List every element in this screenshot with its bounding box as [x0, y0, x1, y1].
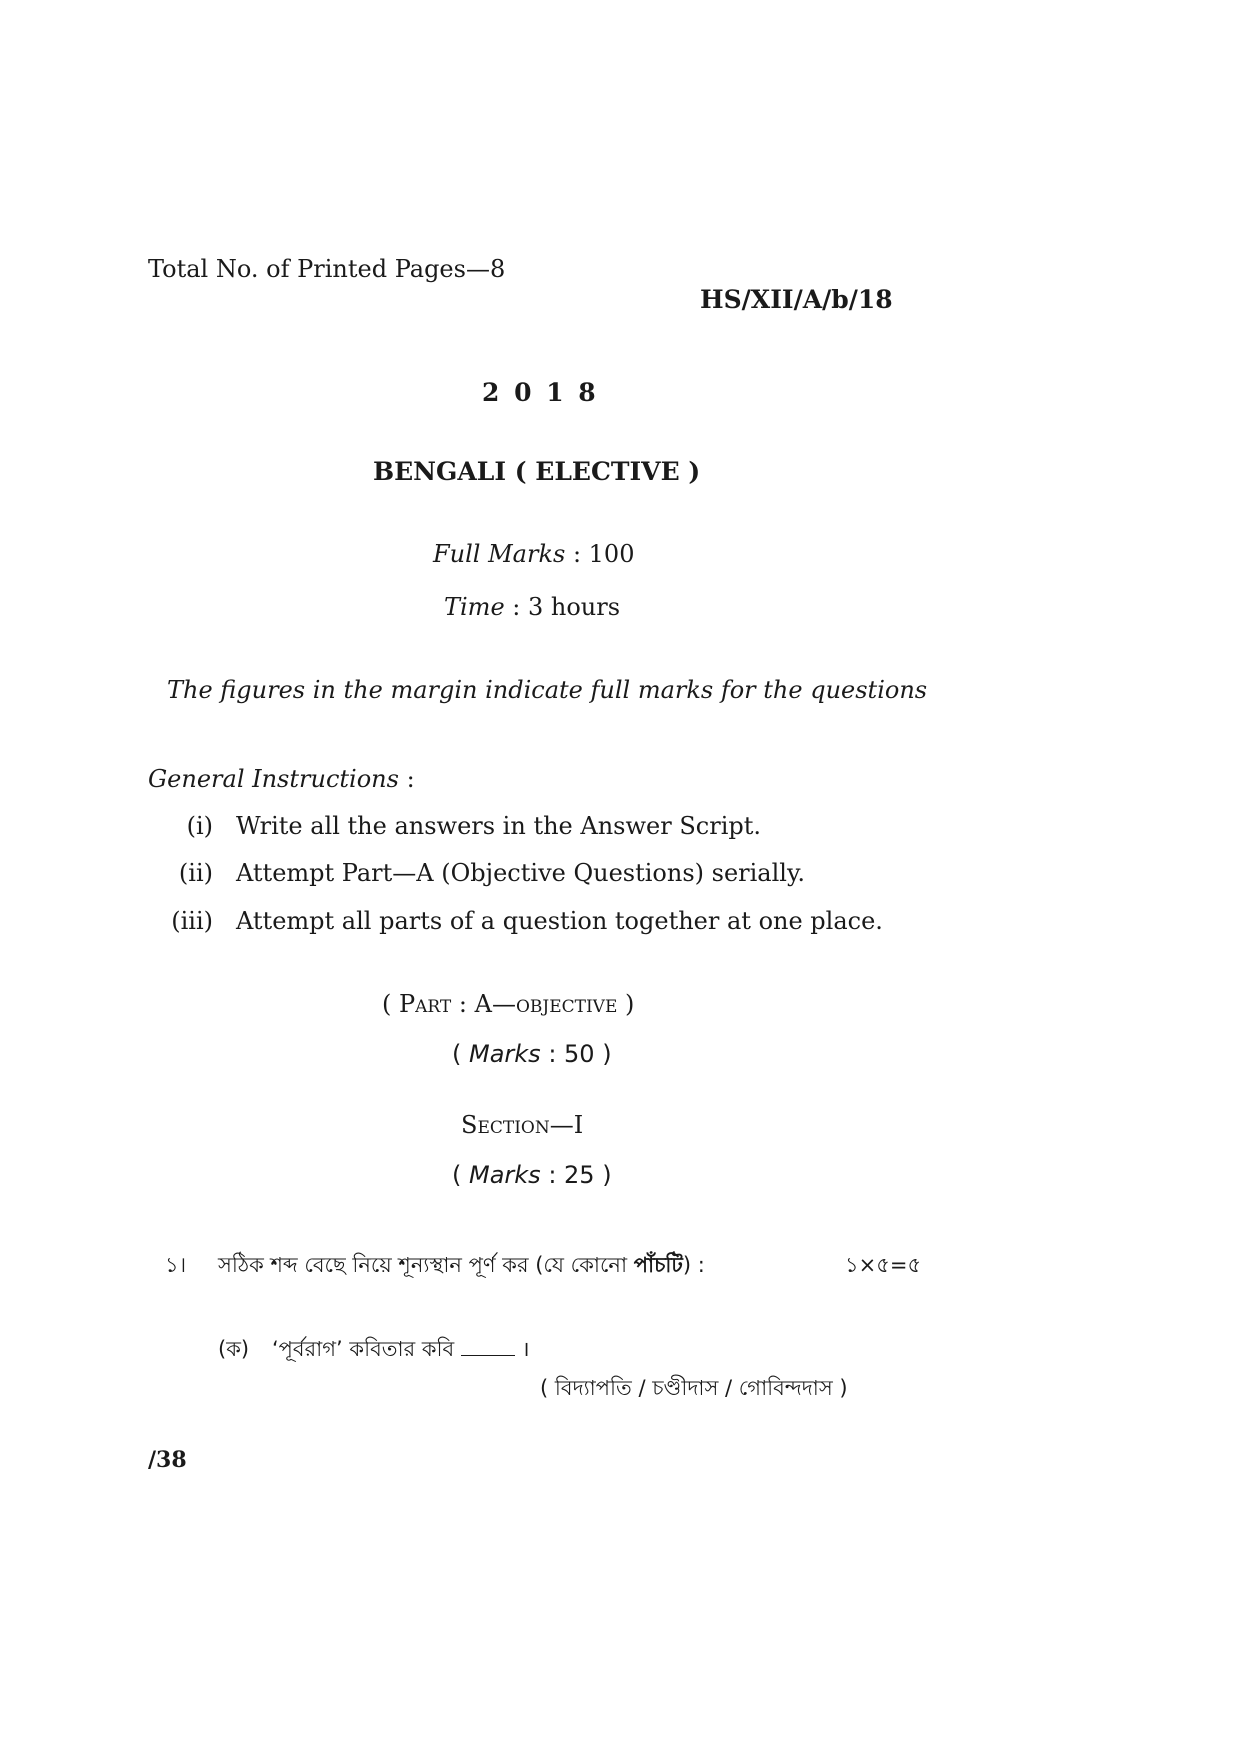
- question-text-bold: পাঁচটি: [633, 1253, 683, 1277]
- part-title-objective: objective: [515, 990, 618, 1018]
- instruction-text: Write all the answers in the Answer Script.: [236, 812, 761, 840]
- part-title-open: (: [382, 990, 399, 1018]
- full-marks-label: Full Marks: [433, 540, 566, 568]
- question-number: ১।: [165, 1253, 187, 1277]
- instruction-num: (iii): [171, 907, 213, 935]
- margin-note: The figures in the margin indicate full marks for the questions: [167, 676, 928, 704]
- answer-blank: [461, 1337, 515, 1356]
- sub-question-text-post: ।: [514, 1337, 530, 1361]
- time-line: [444, 593, 620, 621]
- part-marks: [452, 1040, 612, 1068]
- instruction-num: (ii): [178, 859, 213, 887]
- section-title: [461, 1111, 583, 1139]
- instruction-text: Attempt all parts of a question together at one place.: [236, 907, 883, 935]
- question-text: [218, 1249, 705, 1284]
- sub-question-text-pre: ‘পূর্বরাগ’ কবিতার কবি: [272, 1337, 455, 1361]
- question-text-pre: সঠিক শব্দ বেছে নিয়ে শূন্যস্থান পূর্ণ কর (যে কোনো: [218, 1253, 634, 1277]
- section-title-number: —I: [549, 1111, 584, 1139]
- exam-year: 2 0 1 8: [482, 378, 599, 407]
- time-label: Time: [444, 593, 505, 621]
- part-marks-value: : 50 ): [540, 1040, 612, 1068]
- section-marks-label: Marks: [469, 1161, 541, 1189]
- page-code: /38: [148, 1447, 187, 1473]
- question-marks: ১×৫=৫: [845, 1253, 922, 1277]
- printed-pages-note: Total No. of Printed Pages—8: [148, 255, 506, 283]
- part-title: [382, 990, 634, 1018]
- time-value: : 3 hours: [504, 593, 621, 621]
- full-marks-value: : 100: [565, 540, 635, 568]
- part-marks-open: (: [452, 1040, 469, 1068]
- instructions-heading-label: General Instructions: [148, 765, 399, 793]
- paper-code: HS/XII/A/b/18: [700, 285, 893, 314]
- part-title-mid: : A—: [451, 990, 516, 1018]
- sub-question-options: ( বিদ্যাপতি / চণ্ডীদাস / গোবিন্দদাস ): [540, 1376, 848, 1400]
- subject-title: BENGALI ( ELECTIVE ): [373, 457, 701, 486]
- instruction-text: Attempt Part—A (Objective Questions) serially.: [236, 859, 805, 887]
- section-marks-value: : 25 ): [540, 1161, 612, 1189]
- section-marks: [452, 1161, 612, 1189]
- section-marks-open: (: [452, 1161, 469, 1189]
- sub-question-text: [272, 1333, 530, 1368]
- full-marks-line: [433, 540, 634, 568]
- section-title-label: Section: [461, 1111, 550, 1139]
- instructions-heading-colon: :: [398, 765, 415, 793]
- instruction-num: (i): [186, 812, 213, 840]
- part-title-close: ): [617, 990, 635, 1018]
- part-title-part: Part: [399, 990, 452, 1018]
- sub-question-label: (ক): [218, 1337, 250, 1361]
- question-text-post: ) :: [682, 1253, 705, 1277]
- instructions-heading: [148, 765, 415, 793]
- part-marks-label: Marks: [469, 1040, 541, 1068]
